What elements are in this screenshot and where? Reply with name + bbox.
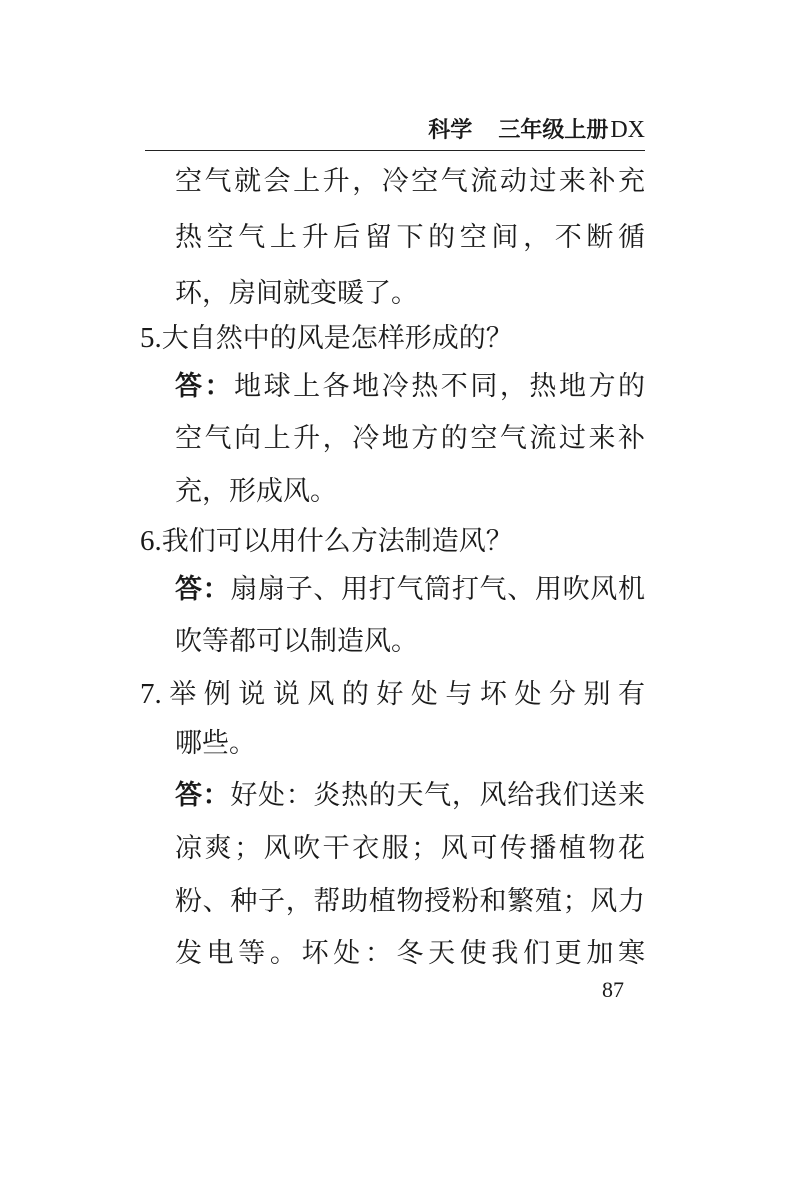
answer-5-text-1: 地球上各地冷热不同，热地方的 bbox=[234, 371, 646, 402]
answer-6-line-2: 吹等都可以制造风。 bbox=[175, 626, 418, 657]
question-5-text: 大自然中的风是怎样形成的？ bbox=[161, 323, 513, 354]
answer-5-line-3: 充，形成风。 bbox=[175, 476, 337, 507]
question-7 bbox=[140, 670, 645, 718]
question-6-number: 6. bbox=[140, 525, 162, 557]
answer-6-label: 答： bbox=[175, 574, 231, 605]
question-7-text-1: 举例说说风的好处与坏处分别有 bbox=[161, 679, 645, 710]
question-6 bbox=[140, 517, 645, 565]
continuation-line-3: 环，房间就变暖了。 bbox=[175, 278, 418, 309]
question-7-number: 7. bbox=[140, 678, 162, 710]
answer-5-label: 答： bbox=[175, 371, 235, 402]
answer-7-line-2: 凉爽；风吹干衣服；风可传播植物花 bbox=[175, 833, 645, 864]
answer-7-line-3: 粉、种子，帮助植物授粉和繁殖；风力 bbox=[175, 886, 645, 917]
answer-7-text-1: 好处：炎热的天气，风给我们送来 bbox=[230, 780, 645, 811]
header-subject: 科学 bbox=[428, 118, 473, 143]
page-number: 87 bbox=[602, 977, 624, 1002]
header-grade: 三年级上册 bbox=[498, 118, 609, 143]
answer-5-line-2: 空气向上升，冷地方的空气流过来补 bbox=[175, 423, 645, 454]
continuation-line-2: 热空气上升后留下的空间，不断循 bbox=[175, 222, 645, 253]
answer-7-label: 答： bbox=[175, 780, 231, 811]
answer-7-line-4: 发电等。坏处：冬天使我们更加寒 bbox=[175, 938, 645, 969]
header-series: DX bbox=[610, 117, 645, 143]
question-6-text: 我们可以用什么方法制造风？ bbox=[161, 526, 513, 557]
question-7-line-2: 哪些。 bbox=[175, 728, 256, 759]
answer-6-line-1 bbox=[175, 566, 645, 614]
question-5-number: 5. bbox=[140, 322, 162, 354]
continuation-line-1: 空气就会上升，冷空气流动过来补充 bbox=[175, 166, 645, 197]
answer-5-line-1 bbox=[175, 363, 645, 411]
answer-7-line-1 bbox=[175, 772, 645, 820]
running-header bbox=[145, 112, 645, 148]
answer-6-text-1: 扇扇子、用打气筒打气、用吹风机 bbox=[230, 574, 645, 605]
header-rule bbox=[145, 150, 645, 151]
question-5 bbox=[140, 314, 645, 362]
